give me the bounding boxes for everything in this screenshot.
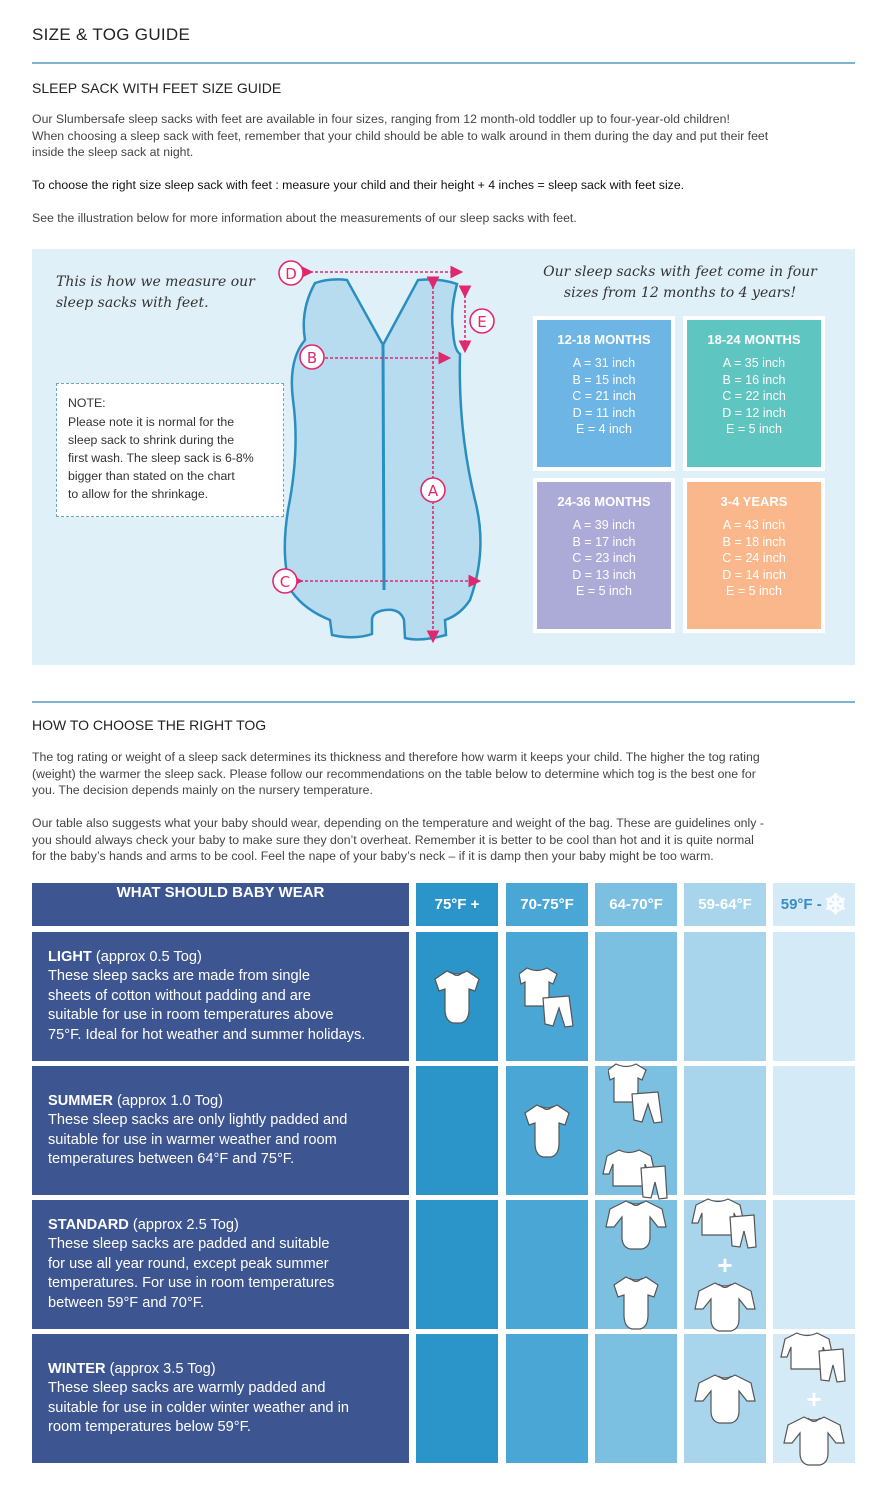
size-measurement: A = 35 inch bbox=[722, 356, 786, 370]
tog-desc-line: These sleep sacks are warmly padded and bbox=[48, 1380, 326, 1396]
tog-level: LIGHT bbox=[48, 948, 92, 965]
size-formula: To choose the right size sleep sack with feet : measure your child and their height + 4 inches = sleep sack with feet size. bbox=[32, 178, 685, 192]
size-measurement: C = 24 inch bbox=[722, 551, 786, 565]
size-measurement: E = 5 inch bbox=[576, 584, 632, 598]
tog-name bbox=[48, 1092, 223, 1112]
size-measurement: D = 12 inch bbox=[722, 405, 786, 420]
note-line: bigger than stated on the chart bbox=[68, 469, 235, 483]
size-measurement: A = 39 inch bbox=[572, 518, 636, 532]
para-line: Our table also suggests what your baby should wear, depending on the temperature and weight of the bag. These are guidelines only - bbox=[32, 816, 764, 830]
tog-desc-line: 75°F. Ideal for hot weather and summer holidays. bbox=[48, 1026, 366, 1043]
size-measurement: A = 43 inch bbox=[722, 518, 786, 532]
temperature-label: 70-75°F bbox=[520, 896, 574, 913]
tog-cell bbox=[595, 1200, 677, 1329]
tog-cell bbox=[684, 1200, 766, 1329]
tog-desc-line: temperatures. For use in room temperatures bbox=[48, 1275, 335, 1292]
tog-cell bbox=[506, 1334, 588, 1463]
bodysuit-short-icon bbox=[431, 967, 483, 1027]
temperature-label: 75°F + bbox=[434, 896, 480, 913]
divider bbox=[32, 701, 855, 703]
bodysuit-short-icon bbox=[521, 1101, 573, 1161]
temperature-header bbox=[684, 883, 766, 926]
size-measurement: B = 16 inch bbox=[722, 372, 786, 387]
para-line: you. The decision depends mainly on the nursery temperature. bbox=[32, 783, 373, 798]
tog-cell bbox=[684, 932, 766, 1061]
tog-desc-line: temperatures between 64°F and 75°F. bbox=[48, 1151, 295, 1167]
note-line: Please note it is normal for the bbox=[68, 415, 235, 429]
size-measurement: C = 23 inch bbox=[572, 551, 636, 565]
tog-desc-line: suitable for use in room temperatures above bbox=[48, 1007, 334, 1024]
label-b: B bbox=[306, 349, 318, 367]
tog-desc-line: sheets of cotton without padding and are bbox=[48, 987, 311, 1004]
temperature-label: 64-70°F bbox=[609, 896, 663, 913]
label-a: A bbox=[427, 482, 439, 500]
tog-cell bbox=[595, 1066, 677, 1195]
tog-para-2 bbox=[32, 815, 857, 865]
intro-line: inside the sleep sack at night. bbox=[32, 145, 194, 160]
tog-desc-line: These sleep sacks are padded and suitable bbox=[48, 1236, 330, 1253]
tog-rating: (approx 2.5 Tog) bbox=[132, 1216, 239, 1233]
size-measurement: A = 31 inch bbox=[572, 356, 636, 370]
size-measurement: B = 18 inch bbox=[722, 534, 786, 549]
para-line: The tog rating or weight of a sleep sack determines its thickness and therefore how warm it keeps your child. The higher the tog rating bbox=[32, 750, 760, 764]
temperature-label: 59°F - bbox=[780, 896, 822, 913]
temperature-label: 59-64°F bbox=[698, 896, 752, 913]
temperature-header bbox=[773, 883, 855, 926]
tog-cell bbox=[416, 1200, 498, 1329]
temperature-header bbox=[416, 883, 498, 926]
size-box bbox=[683, 478, 825, 633]
tog-cell bbox=[416, 1066, 498, 1195]
sizes-caption bbox=[525, 262, 835, 304]
sleep-sack-diagram bbox=[260, 250, 520, 660]
tog-rating: (approx 1.0 Tog) bbox=[116, 1092, 223, 1109]
bodysuit-long-icon bbox=[693, 1371, 757, 1427]
tog-desc-line: for use all year round, except peak summer bbox=[48, 1255, 329, 1272]
tog-rating: (approx 0.5 Tog) bbox=[95, 948, 202, 965]
tog-level: STANDARD bbox=[48, 1216, 129, 1233]
divider bbox=[610, 1130, 663, 1141]
size-measurement: C = 21 inch bbox=[572, 389, 636, 403]
tshirt-pants-icon bbox=[519, 964, 575, 1030]
note-line: to allow for the shrinkage. bbox=[68, 487, 209, 501]
para-line: (weight) the warmer the sleep sack. Please follow our recommendations on the table below to determine which tog is the best one for bbox=[32, 766, 756, 781]
bodysuit-long-icon bbox=[604, 1197, 668, 1253]
bodysuit-short-icon bbox=[610, 1273, 662, 1333]
tog-heading: HOW TO CHOOSE THE RIGHT TOG bbox=[32, 717, 267, 733]
temperature-header bbox=[595, 883, 677, 926]
size-guide-heading: SLEEP SACK WITH FEET SIZE GUIDE bbox=[32, 80, 282, 96]
bodysuit-long-icon bbox=[782, 1413, 846, 1469]
label-d: D bbox=[285, 265, 297, 283]
tog-cell bbox=[595, 932, 677, 1061]
label-e: E bbox=[477, 313, 487, 331]
note-line: sleep sack to shrink during the bbox=[68, 433, 235, 447]
longsleeve-pants-icon bbox=[601, 1146, 671, 1202]
tog-cell bbox=[416, 1334, 498, 1463]
tog-desc-line: These sleep sacks are only lightly padded and bbox=[48, 1112, 348, 1128]
tog-cell bbox=[773, 1066, 855, 1195]
size-measurement: E = 4 inch bbox=[576, 422, 632, 436]
para-line: for the baby’s hands and arms to be cool. Feel the nape of your baby’s neck – if it is damp then your baby might be too warm. bbox=[32, 849, 714, 864]
tog-desc-line: room temperatures below 59°F. bbox=[48, 1419, 251, 1435]
tog-desc-line: These sleep sacks are made from single bbox=[48, 968, 310, 985]
tog-desc-line: between 59°F and 70°F. bbox=[48, 1294, 205, 1311]
tog-cell bbox=[684, 1334, 766, 1463]
size-box bbox=[533, 316, 675, 471]
divider bbox=[610, 1257, 663, 1268]
size-title: 18-24 MONTHS bbox=[707, 332, 801, 347]
size-measurement: D = 11 inch bbox=[572, 405, 636, 420]
tshirt-pants-icon bbox=[608, 1060, 664, 1126]
caption-line: sleep sacks with feet. bbox=[56, 295, 209, 311]
tog-name bbox=[48, 1216, 239, 1236]
caption-line: Our sleep sacks with feet come in four bbox=[543, 264, 817, 280]
tog-cell bbox=[684, 1066, 766, 1195]
tog-name bbox=[48, 948, 202, 968]
bodysuit-long-icon bbox=[693, 1279, 757, 1335]
intro-line: Our Slumbersafe sleep sacks with feet are available in four sizes, ranging from 12 month-old toddler up to four-year-old children! bbox=[32, 112, 730, 126]
tog-row-description bbox=[32, 1066, 409, 1195]
size-title: 24-36 MONTHS bbox=[557, 494, 651, 509]
page-title: SIZE & TOG GUIDE bbox=[32, 25, 191, 44]
tog-cell bbox=[506, 1200, 588, 1329]
tog-cell bbox=[506, 1066, 588, 1195]
tog-para-1 bbox=[32, 749, 857, 799]
tog-level: WINTER bbox=[48, 1360, 106, 1377]
intro-line: When choosing a sleep sack with feet, remember that your child should be able to walk around in them during the day and put their feet bbox=[32, 128, 769, 143]
para-line: you should always check your baby to make sure they don’t overheat. Remember it is better to be cool than hot and it is quite normal bbox=[32, 832, 754, 847]
table-header-label: WHAT SHOULD BABY WEAR bbox=[32, 883, 409, 926]
note-line: first wash. The sleep sack is 6-8% bbox=[68, 451, 254, 465]
size-measurement: D = 14 inch bbox=[722, 567, 786, 582]
longsleeve-pants-icon bbox=[690, 1195, 760, 1251]
snowflake-icon: ❄ bbox=[823, 889, 848, 920]
caption-line: This is how we measure our bbox=[56, 274, 255, 290]
measure-caption bbox=[56, 272, 255, 314]
size-title: 3-4 YEARS bbox=[720, 494, 788, 509]
tog-desc-line: suitable for use in warmer weather and room bbox=[48, 1131, 337, 1148]
size-measurement: B = 17 inch bbox=[572, 534, 636, 549]
temperature-header bbox=[506, 883, 588, 926]
longsleeve-pants-icon bbox=[779, 1329, 849, 1385]
tog-name bbox=[48, 1360, 216, 1380]
tog-cell bbox=[773, 932, 855, 1061]
size-box bbox=[683, 316, 825, 471]
size-intro bbox=[32, 111, 857, 161]
see-illustration: See the illustration below for more information about the measurements of our sleep sacks with feet. bbox=[32, 211, 577, 225]
tog-cell bbox=[506, 932, 588, 1061]
label-c: C bbox=[279, 573, 291, 591]
size-measurement: C = 22 inch bbox=[722, 389, 786, 403]
size-measurement: E = 5 inch bbox=[726, 422, 782, 436]
size-measurement: D = 13 inch bbox=[572, 567, 636, 582]
tog-cell bbox=[595, 1334, 677, 1463]
size-measurement: E = 5 inch bbox=[726, 584, 782, 598]
zipper bbox=[383, 345, 384, 590]
note-title: NOTE: bbox=[68, 396, 106, 410]
plus-icon: + bbox=[806, 1383, 822, 1414]
tog-cell bbox=[773, 1200, 855, 1329]
tog-level: SUMMER bbox=[48, 1092, 113, 1109]
size-box bbox=[533, 478, 675, 633]
size-title: 12-18 MONTHS bbox=[557, 332, 651, 347]
tog-desc-line: suitable for use in colder winter weather and in bbox=[48, 1399, 349, 1416]
tog-cell bbox=[773, 1334, 855, 1463]
caption-line: sizes from 12 months to 4 years! bbox=[563, 285, 797, 301]
shrink-note bbox=[56, 383, 284, 517]
plus-icon: + bbox=[717, 1249, 733, 1280]
tog-rating: (approx 3.5 Tog) bbox=[109, 1360, 216, 1377]
divider bbox=[32, 62, 855, 64]
tog-row-description bbox=[32, 932, 409, 1061]
tog-row-description bbox=[32, 1334, 409, 1463]
tog-row-description bbox=[32, 1200, 409, 1329]
tog-cell bbox=[416, 932, 498, 1061]
size-measurement: B = 15 inch bbox=[572, 372, 636, 387]
